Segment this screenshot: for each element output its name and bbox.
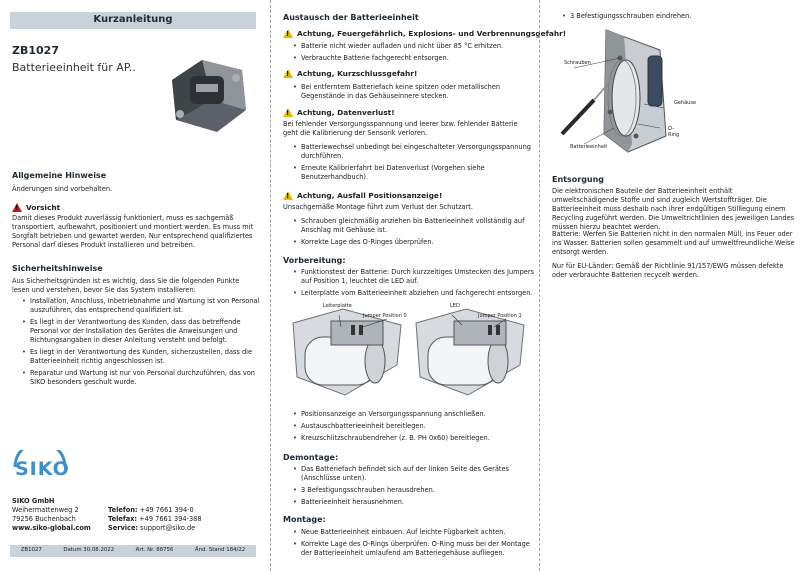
prep-figure-1 bbox=[283, 303, 407, 403]
fax-value: +49 7661 394-388 bbox=[139, 515, 202, 523]
warning-4-text: Unsachgemäße Montage führt zum Verlust der Schutzart. bbox=[283, 203, 473, 211]
list-item: • Das Batteriefach befindet sich auf der linken Seite des Gerätes (Anschlüsse unten). bbox=[301, 465, 537, 483]
col3-top-list bbox=[561, 12, 806, 24]
fig1-label-b: Jumper Position 0 bbox=[363, 313, 407, 319]
warning-3-title: Achtung, Datenverlust! bbox=[297, 108, 395, 117]
warning-4-title: Achtung, Ausfall Positionsanzeige! bbox=[297, 191, 443, 200]
product-code: ZB1027 bbox=[12, 44, 59, 57]
disposal-p3: Nur für EU-Länder: Gemäß der Richtlinie 91/157/EWG müssen defekte oder verbrauchte Batterien recycelt werden. bbox=[552, 262, 784, 279]
warning-4 bbox=[283, 191, 442, 200]
warning-3-list bbox=[292, 143, 537, 185]
company-city: 79256 Buchenbach bbox=[12, 515, 76, 523]
list-item: • Kreuzschlitzschraubendreher (z. B. PH 0x60) bereitlegen. bbox=[301, 434, 537, 443]
prep-figure-2 bbox=[406, 303, 530, 403]
fax-label: Telefax: bbox=[108, 515, 138, 523]
list-item: • Es liegt in der Verantwortung des Kunden, sicherzustellen, dass die Batterieeinheit richtig angeschlossen ist. bbox=[30, 348, 266, 366]
logo-text: SIKO bbox=[15, 458, 70, 480]
service-label: Service: bbox=[108, 524, 139, 532]
fig-label-schrauben: Schrauben bbox=[564, 60, 591, 66]
list-item: • Erneute Kalibrierfahrt bei Datenverlust (Vorgehen siehe Benutzerhandbuch). bbox=[301, 164, 537, 182]
exchange-heading: Austausch der Batterieeinheit bbox=[283, 13, 419, 22]
footer-status: Änd. Stand 184/22 bbox=[194, 547, 246, 553]
caution-heading-row bbox=[12, 203, 60, 212]
list-item: • Reparatur und Wartung ist nur von Personal durchzuführen, das von SIKO besonders geschult wurde. bbox=[30, 369, 266, 387]
warning-2-list bbox=[292, 83, 537, 104]
company-name: SIKO GmbH bbox=[12, 497, 55, 505]
fig-label-batterie: Batterieeinheit bbox=[570, 144, 608, 150]
warning-icon bbox=[283, 108, 293, 117]
contact-block bbox=[108, 506, 202, 533]
warning-1-title: Achtung, Feuergefährlich, Explosions- und Verbrennungsgefahr! bbox=[297, 29, 567, 38]
footer-art: Art. Nr. 88756 bbox=[135, 547, 174, 553]
list-item: • Positionsanzeige an Versorgungsspannung anschließen. bbox=[301, 410, 537, 419]
page-title: Kurzanleitung bbox=[93, 14, 173, 25]
safety-intro: Aus Sicherheitsgründen ist es wichtig, dass Sie die folgenden Punkte lesen und verstehen, bevor Sie das System installieren: bbox=[12, 277, 240, 294]
warning-3 bbox=[283, 108, 395, 117]
dismount-list bbox=[292, 465, 537, 510]
list-item: • 3 Befestigungsschrauben herausdrehen. bbox=[301, 486, 537, 495]
mount-list bbox=[292, 528, 537, 561]
general-text: Änderungen sind vorbehalten. bbox=[12, 185, 113, 193]
warning-icon bbox=[12, 203, 22, 212]
column-divider bbox=[539, 0, 540, 571]
list-item: • Neue Batterieeinheit einbauen. Auf leichte Fügbarkeit achten. bbox=[301, 528, 537, 537]
disposal-p2: Batterie: Werfen Sie Batterien nicht in den normalen Müll, ins Feuer oder ins Wasser. Batterien sollen gesammelt und auf umweltfreundliche Weise entsorgt werden. bbox=[552, 230, 795, 256]
fig-label-gehaeuse: Gehäuse bbox=[674, 100, 697, 106]
list-item: • Verbrauchte Batterie fachgerecht entsorgen. bbox=[301, 54, 537, 63]
prep-list bbox=[292, 268, 537, 301]
warning-icon bbox=[283, 191, 293, 200]
mounting-diagram bbox=[548, 24, 678, 160]
caution-text: Damit dieses Produkt zuverlässig funktioniert, muss es sachgemäß transportiert, aufbewahrt, positioniert und montiert werden. Es muss mit Sorgfalt betrieben und gewartet werden. Nur entsprechend qualifiziertes Personal darf dieses Produkt installieren und betreiben. bbox=[12, 214, 254, 249]
warning-4-list bbox=[292, 217, 537, 250]
siko-logo bbox=[12, 450, 68, 484]
caution-heading: Vorsicht bbox=[26, 203, 61, 212]
list-item: • Austauschbatterieeinheit bereitlegen. bbox=[301, 422, 537, 431]
mount-figure bbox=[548, 24, 697, 160]
fig2-label-a: LED bbox=[450, 303, 460, 309]
general-heading: Allgemeine Hinweise bbox=[12, 171, 107, 180]
list-item: • Korrekte Lage des O-Ringes überprüfen. bbox=[301, 238, 537, 247]
warning-2 bbox=[283, 69, 417, 78]
product-image bbox=[162, 40, 254, 138]
fig2-label-b: Jumper Position 1 bbox=[478, 313, 522, 319]
column-divider bbox=[270, 0, 271, 571]
warning-2-title: Achtung, Kurzschlussgefahr! bbox=[297, 69, 418, 78]
list-item: • 3 Befestigungsschrauben eindrehen. bbox=[570, 12, 806, 21]
list-item: • Batterieeinheit herausnehmen. bbox=[301, 498, 537, 507]
service-value[interactable]: support@siko.de bbox=[140, 524, 196, 532]
warning-1 bbox=[283, 29, 566, 38]
safety-list bbox=[21, 297, 266, 390]
disposal-p1: Die elektronischen Bauteile der Batterieeinheit enthält umweltschädigende Stoffe und sind zugleich Wertstoffträger. Die Batterieeinheit muss deshalb nach ihrer endgültigen Stilllegung einem Recycling zugeführt werden. Die Umweltrichtlinien des jeweiligen Landes müssen hierzu beachtet werden. bbox=[552, 187, 795, 231]
company-block bbox=[12, 497, 91, 533]
list-item: • Batterie nicht wieder aufladen und nicht über 85 °C erhitzen. bbox=[301, 42, 537, 51]
prep-after-list bbox=[292, 410, 537, 446]
list-item: • Funktionstest der Batterie: Durch kurzzeitiges Umstecken des Jumpers auf Position 1, leuchtet die LED auf. bbox=[301, 268, 537, 286]
list-item: • Batteriewechsel unbedingt bei eingeschalteter Versorgungsspannung durchführen. bbox=[301, 143, 537, 161]
warning-icon bbox=[283, 29, 293, 38]
fig1-label-a: Leiterplatte bbox=[323, 303, 352, 309]
footer-row bbox=[10, 547, 256, 553]
mount-heading: Montage: bbox=[283, 515, 326, 524]
list-item: • Es liegt in der Verantwortung des Kunden, dass das betreffende Personal vor der Installation des Gerätes die Anweisungen und Richtungsangaben in dieser Anleitung versteht und befolgt. bbox=[30, 318, 266, 345]
prep-heading: Vorbereitung: bbox=[283, 256, 346, 265]
company-web[interactable]: www.siko-global.com bbox=[12, 524, 91, 532]
company-street: Weihermattenweg 2 bbox=[12, 506, 79, 514]
phone-label: Telefon: bbox=[108, 506, 138, 514]
phone-value: +49 7661 394-0 bbox=[139, 506, 194, 514]
list-item: • Installation, Anschluss, Inbetriebnahme und Wartung ist von Personal auszuführen, das entsprechend qualifiziert ist. bbox=[30, 297, 266, 315]
product-name: Batterieeinheit für AP.. bbox=[12, 61, 136, 74]
warning-icon bbox=[283, 69, 293, 78]
footer-date: Datum 30.08.2022 bbox=[63, 547, 115, 553]
list-item: • Bei entferntem Batteriefach keine spitzen oder metallischen Gegenstände in das Gehäuseinnere stecken. bbox=[301, 83, 537, 101]
warning-1-list bbox=[292, 42, 537, 66]
disposal-heading: Entsorgung bbox=[552, 175, 605, 184]
list-item: • Schrauben gleichmäßig anziehen bis Batterieeinheit vollständig auf Anschlag mit Gehäuse ist. bbox=[301, 217, 537, 235]
warning-3-text: Bei fehlender Versorgungsspannung und leerer bzw. fehlender Batterie geht die Kalibrierung der Sensorik verloren. bbox=[283, 120, 518, 137]
footer-code: ZB1027 bbox=[20, 547, 42, 553]
list-item: • Korrekte Lage des O-Rings überprüfen. O-Ring muss bei der Montage der Batterieeinheit umlaufend am Batteriegehäuse aufliegen. bbox=[301, 540, 537, 558]
list-item: • Leiterplatte vom Batterieeinheit abziehen und fachgerecht entsorgen. bbox=[301, 289, 537, 298]
dismount-heading: Demontage: bbox=[283, 453, 339, 462]
safety-heading: Sicherheitshinweise bbox=[12, 264, 103, 273]
fig-label-oring: O-Ring bbox=[668, 126, 680, 138]
